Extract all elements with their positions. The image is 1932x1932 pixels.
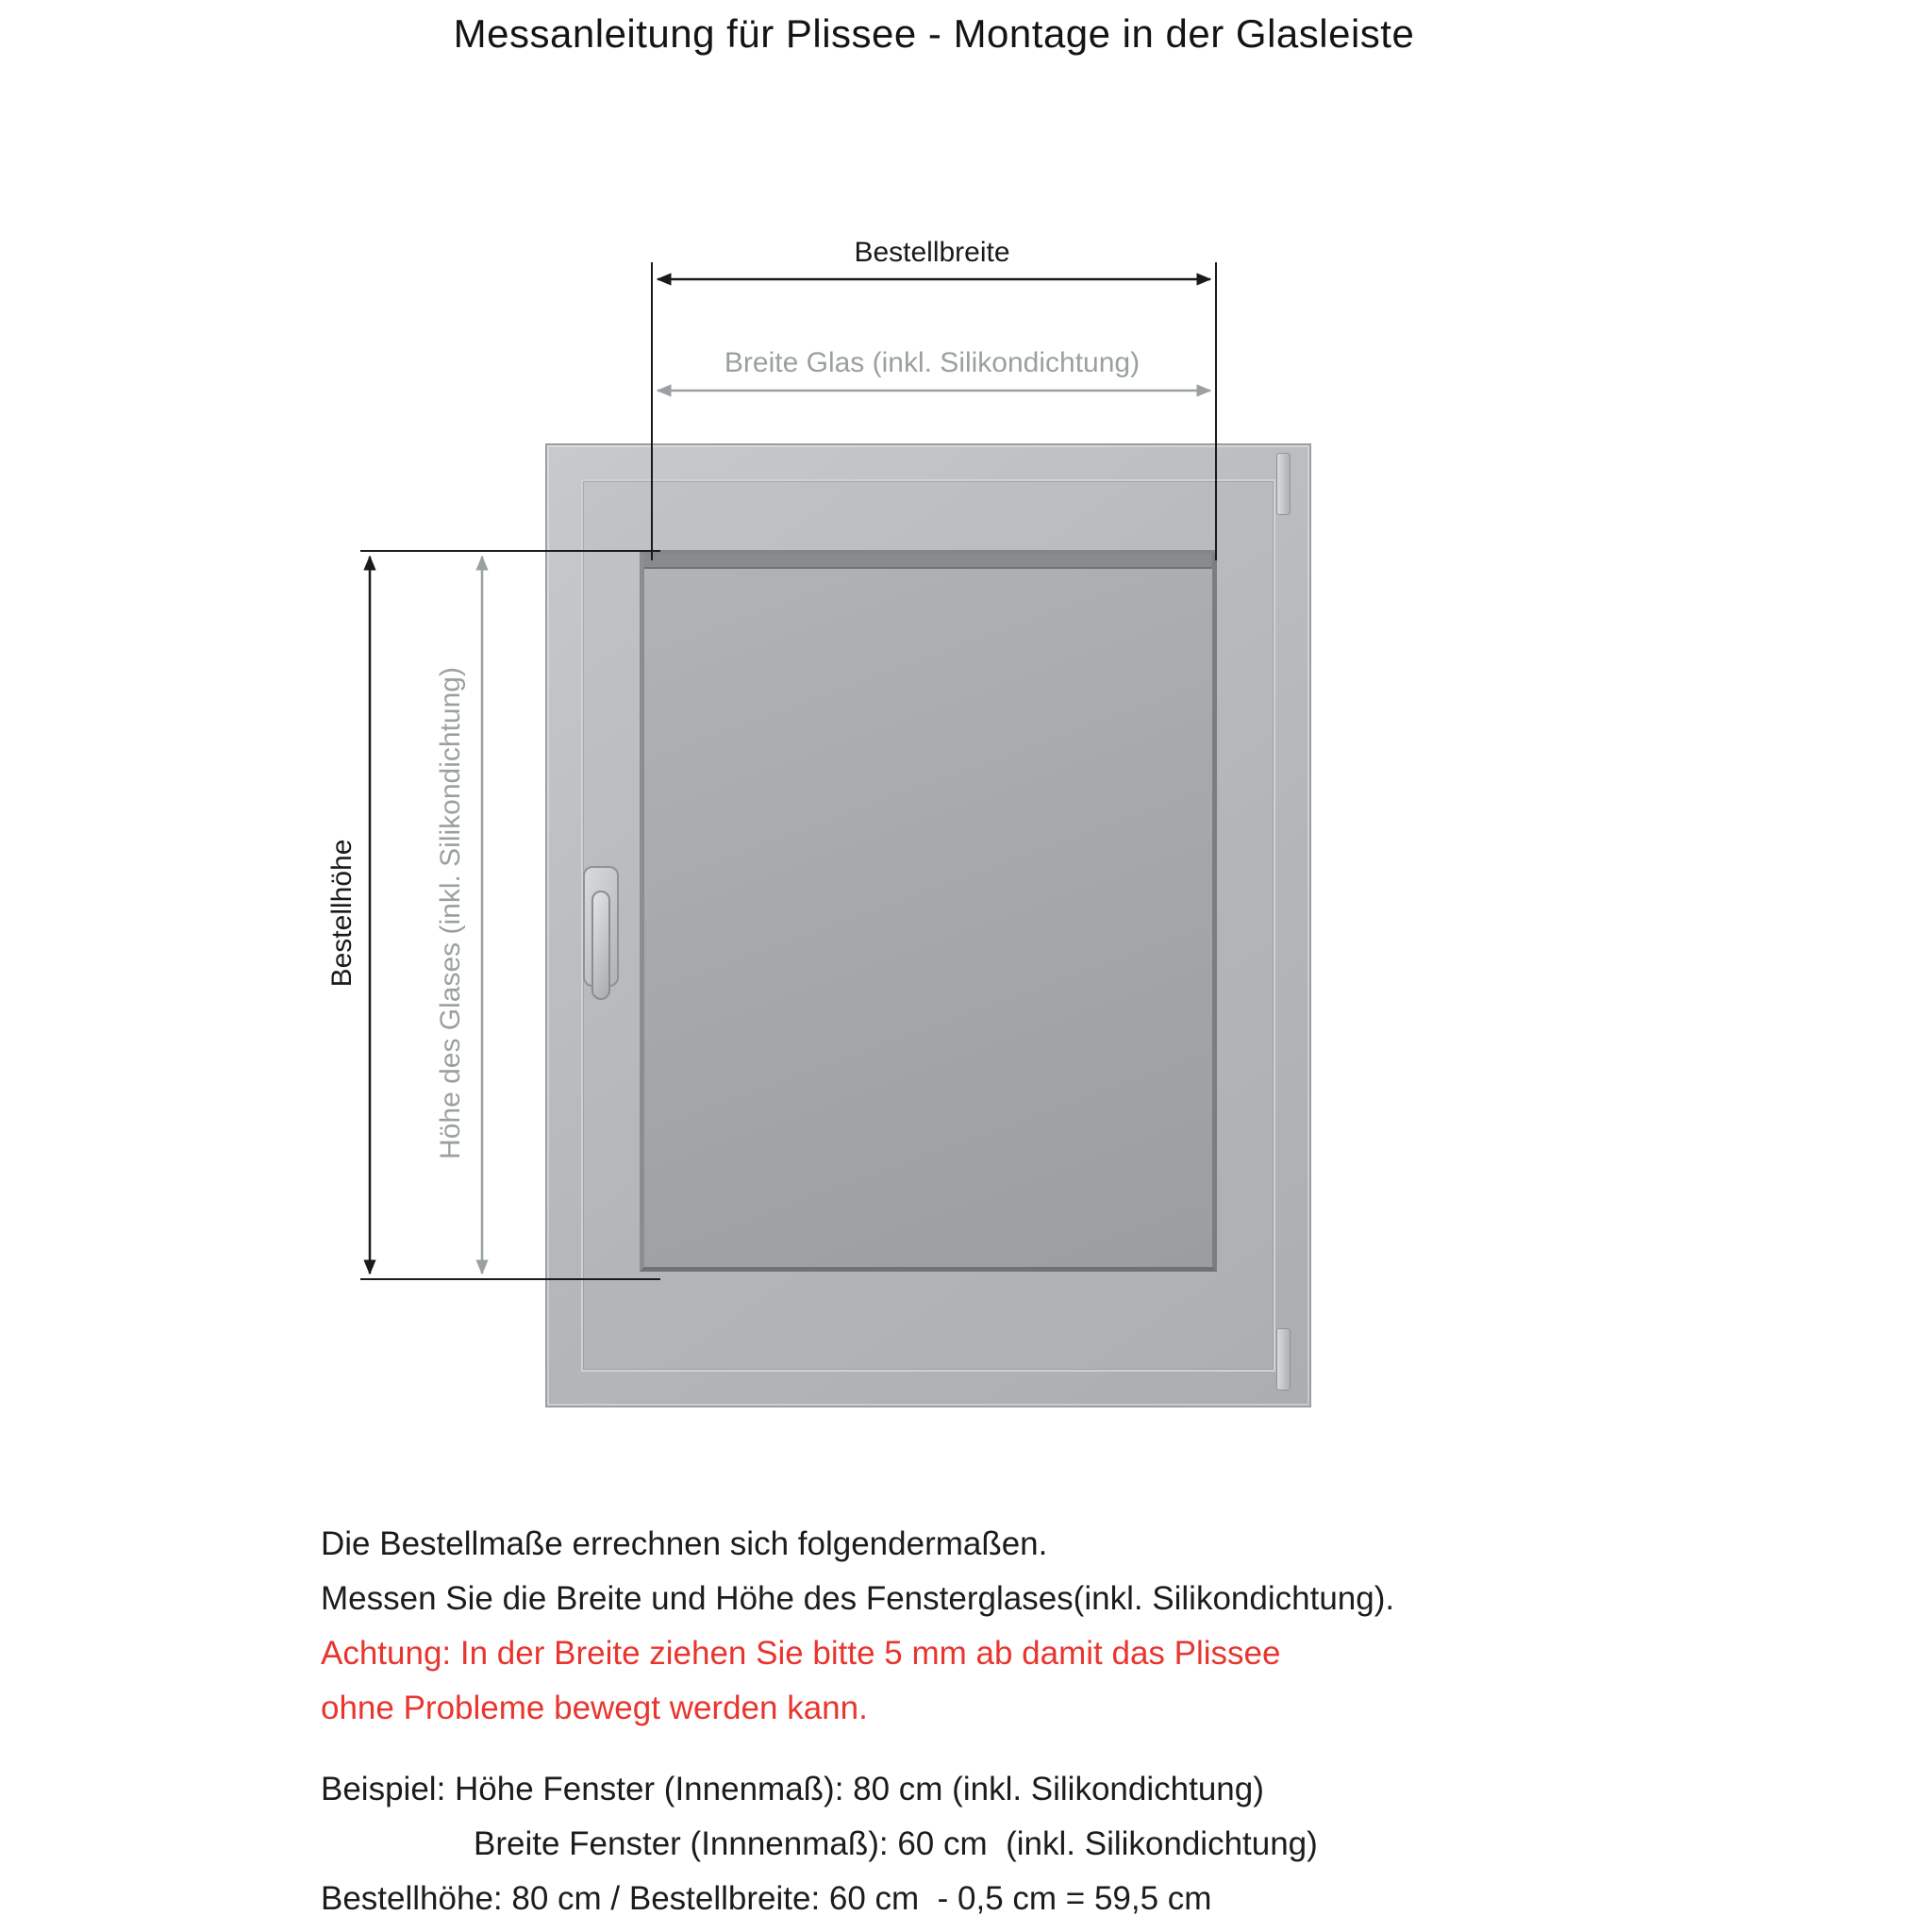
example-line-2: Breite Fenster (Innnenmaß): 60 cm (inkl. Silikondichtung) [474, 1825, 1318, 1862]
window-illustration [545, 443, 1311, 1407]
label-glass-width: Breite Glas (inkl. Silikondichtung) [724, 347, 1141, 378]
instruction-line-2: Messen Sie die Breite und Höhe des Fensterglases(inkl. Silikondichtung). [321, 1580, 1395, 1617]
label-order-width: Bestellbreite [854, 237, 1010, 268]
instruction-line-1: Die Bestellmaße errechnen sich folgendermaßen. [321, 1525, 1048, 1562]
example-line-1: Beispiel: Höhe Fenster (Innenmaß): 80 cm (inkl. Silikondichtung) [321, 1771, 1264, 1807]
instruction-text [321, 1517, 1394, 1926]
text-gap [321, 1736, 1394, 1762]
window-handle [591, 891, 610, 1000]
window-glass [640, 550, 1217, 1272]
hinge-bottom [1276, 1328, 1291, 1391]
label-glass-height: Höhe des Glases (inkl. Silikondichtung) [435, 667, 466, 1159]
example-line-3: Bestellhöhe: 80 cm / Bestellbreite: 60 cm - 0,5 cm = 59,5 cm [321, 1880, 1212, 1917]
plissee-top-rail [644, 555, 1212, 569]
page-title: Messanleitung für Plissee - Montage in der Glasleiste [453, 11, 1415, 56]
warning-line-2: ohne Probleme bewegt werden kann. [321, 1690, 868, 1726]
warning-line-1: Achtung: In der Breite ziehen Sie bitte 5 mm ab damit das Plissee [321, 1635, 1281, 1672]
hinge-top [1276, 453, 1291, 515]
label-order-height: Bestellhöhe [326, 839, 358, 988]
